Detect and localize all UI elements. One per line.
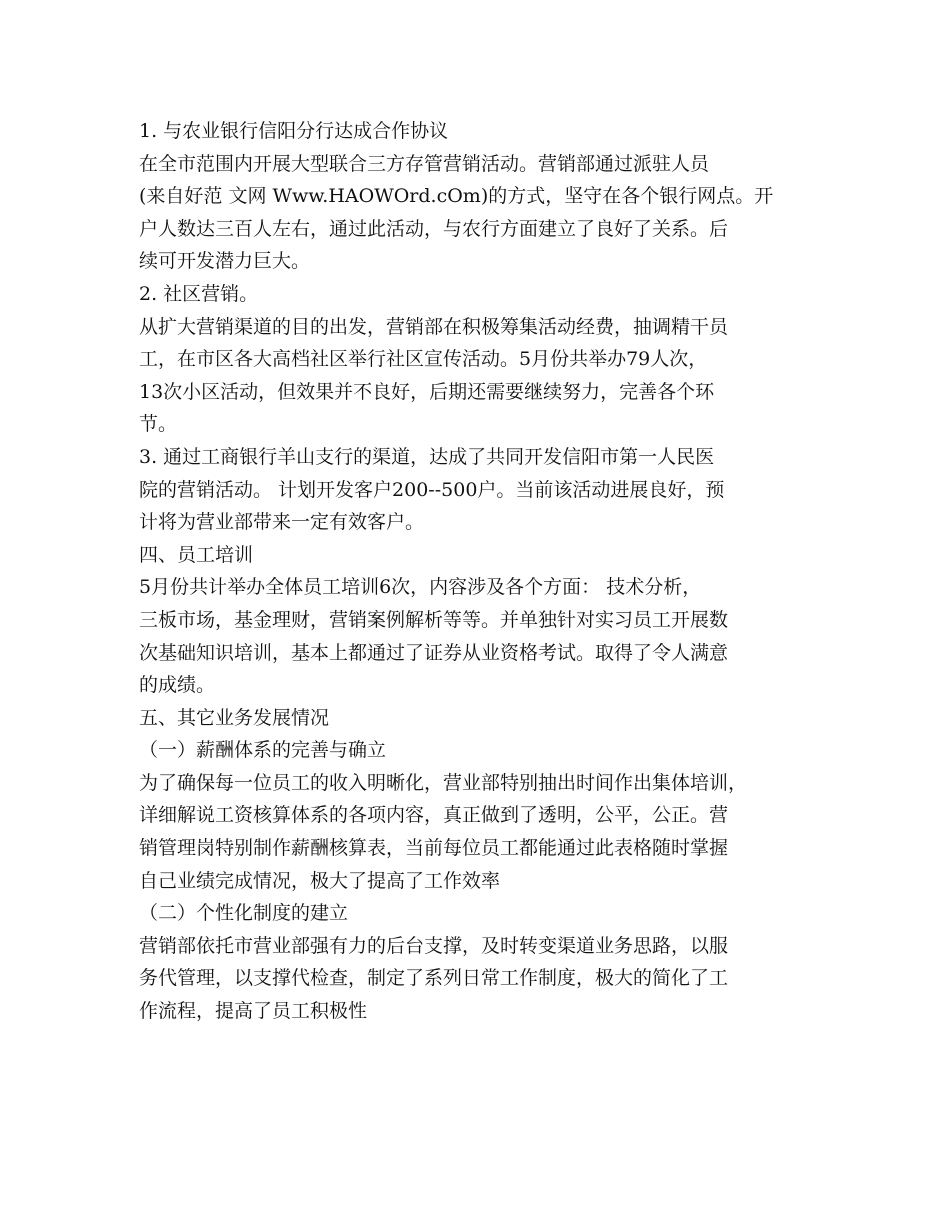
document-body	[139, 115, 819, 1028]
section-heading-staff-training: 四、员工培训	[139, 543, 254, 566]
paragraph-line: 计将为营业部带来一定有效客户。	[139, 511, 425, 534]
paragraph-line: 作流程，提高了员工积极性	[139, 1000, 368, 1023]
paragraph-line: 13次小区活动，但效果并不良好，后期还需要继续努力，完善各个环	[139, 380, 715, 403]
paragraph-line: (来自好范 文网 Www.HAOWOrd.cOm)的方式，坚守在各个银行网点。开	[139, 185, 774, 208]
section-heading-other-business: 五、其它业务发展情况	[139, 706, 330, 729]
paragraph-line: 工，在市区各大高档社区举行社区宣传活动。5月份共举办79人次，	[139, 348, 708, 371]
paragraph-line: 节。	[139, 413, 178, 436]
paragraph-line: 务代管理，以支撑代检查，制定了系列日常工作制度，极大的简化了工	[139, 967, 729, 990]
paragraph-line: 在全市范围内开展大型联合三方存管营销活动。营销部通过派驻人员	[139, 152, 710, 175]
section-heading-community-marketing: 2. 社区营销。	[139, 282, 259, 305]
paragraph-line: 从扩大营销渠道的目的出发，营销部在积极筹集活动经费，抽调精干员	[139, 315, 729, 338]
paragraph-line: 续可开发潜力巨大。	[139, 250, 311, 273]
paragraph-line: 5月份共计举办全体员工培训6次，内容涉及各个方面： 技术分析，	[139, 576, 702, 599]
paragraph-line: 三板市场，基金理财，营销案例解析等等。并单独针对实习员工开展数	[139, 608, 729, 631]
subsection-heading-compensation: （一）薪酬体系的完善与确立	[139, 739, 387, 762]
paragraph-line: 户人数达三百人左右，通过此活动，与农行方面建立了良好了关系。后	[139, 217, 729, 240]
paragraph-line: 详细解说工资核算体系的各项内容，真正做到了透明，公平，公正。营	[139, 804, 729, 827]
section-heading-icbc-channel: 3. 通过工商银行羊山支行的渠道，达成了共同开发信阳市第一人民医	[139, 445, 715, 468]
subsection-heading-personalized-system: （二）个性化制度的建立	[139, 902, 349, 925]
paragraph-line: 次基础知识培训，基本上都通过了证券从业资格考试。取得了令人满意	[139, 641, 729, 664]
paragraph-line: 院的营销活动。 计划开发客户200--500户。当前该活动进展良好，预	[139, 478, 725, 501]
paragraph-line: 为了确保每一位员工的收入明晰化，营业部特别抽出时间作出集体培训，	[139, 771, 748, 794]
paragraph-line: 营销部依托市营业部强有力的后台支撑，及时转变渠道业务思路，以服	[139, 934, 729, 957]
section-heading-agricultural-bank: 1. 与农业银行信阳分行达成合作协议	[139, 120, 449, 142]
paragraph-line: 的成绩。	[139, 674, 216, 697]
paragraph-line: 销管理岗特别制作薪酬核算表，当前每位员工都能通过此表格随时掌握	[139, 837, 729, 860]
paragraph-line: 自己业绩完成情况，极大了提高了工作效率	[139, 869, 501, 892]
